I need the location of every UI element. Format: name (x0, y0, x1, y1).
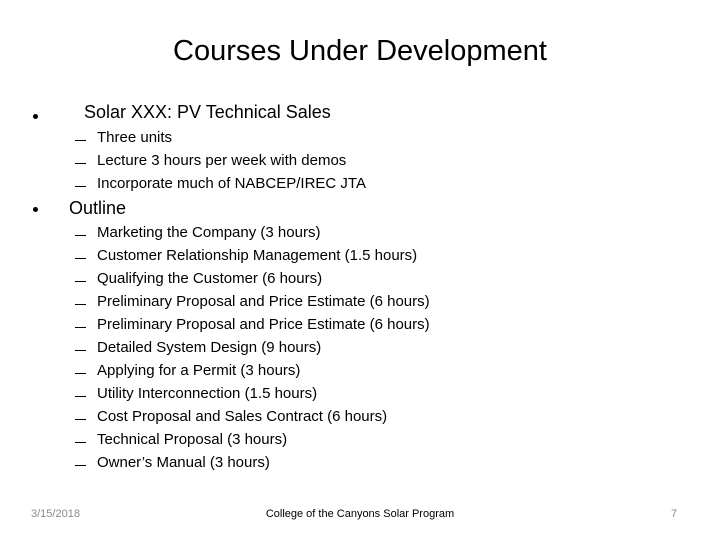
slide-title: Courses Under Development (173, 35, 547, 67)
list-item (0, 221, 600, 244)
list-item-text: Cost Proposal and Sales Contract (6 hours) (97, 408, 388, 425)
list-item-text: Utility Interconnection (1.5 hours) (97, 385, 318, 402)
slide-number: 7 (671, 508, 678, 520)
list-item (0, 382, 600, 405)
bullet-text-course: Solar XXX: PV Technical Sales (84, 102, 331, 122)
list-item (0, 428, 600, 451)
dash-icon (75, 442, 86, 443)
dash-icon (75, 327, 86, 328)
footer-date: 3/15/2018 (31, 508, 80, 520)
bullet-dot-icon (33, 114, 38, 119)
dash-icon (75, 396, 86, 397)
list-item-text: Technical Proposal (3 hours) (97, 431, 288, 448)
list-item-text: Owner’s Manual (3 hours) (97, 454, 270, 471)
list-item (0, 359, 600, 382)
list-item-text: Incorporate much of NABCEP/IREC JTA (97, 175, 366, 192)
dash-icon (75, 235, 86, 236)
list-item (0, 172, 600, 195)
list-item-text: Preliminary Proposal and Price Estimate (6 hours) (97, 293, 430, 310)
bullet-text-outline: Outline (69, 198, 127, 218)
list-item (0, 405, 600, 428)
dash-icon (75, 373, 86, 374)
list-item (0, 336, 600, 359)
list-item-text: Applying for a Permit (3 hours) (97, 362, 301, 379)
list-item-text: Lecture 3 hours per week with demos (97, 152, 347, 169)
dash-icon (75, 140, 86, 141)
dash-icon (75, 419, 86, 420)
list-item (0, 290, 600, 313)
list-item (0, 451, 600, 474)
dash-icon (75, 465, 86, 466)
list-item (0, 244, 600, 267)
dash-icon (75, 186, 86, 187)
bullet-dot-icon (33, 207, 38, 212)
list-item-text: Qualifying the Customer (6 hours) (97, 270, 323, 287)
list-item-text: Preliminary Proposal and Price Estimate (6 hours) (97, 316, 430, 333)
list-item-text: Customer Relationship Management (1.5 hours) (97, 247, 418, 264)
list-item-text: Detailed System Design (9 hours) (97, 339, 322, 356)
list-item (0, 267, 600, 290)
list-item-text: Marketing the Company (3 hours) (97, 224, 321, 241)
footer-program-name: College of the Canyons Solar Program (265, 508, 455, 520)
list-item (0, 313, 600, 336)
dash-icon (75, 304, 86, 305)
dash-icon (75, 281, 86, 282)
list-item (0, 149, 600, 172)
dash-icon (75, 258, 86, 259)
list-item-text: Three units (97, 129, 173, 146)
dash-icon (75, 350, 86, 351)
dash-icon (75, 163, 86, 164)
list-item (0, 126, 600, 149)
